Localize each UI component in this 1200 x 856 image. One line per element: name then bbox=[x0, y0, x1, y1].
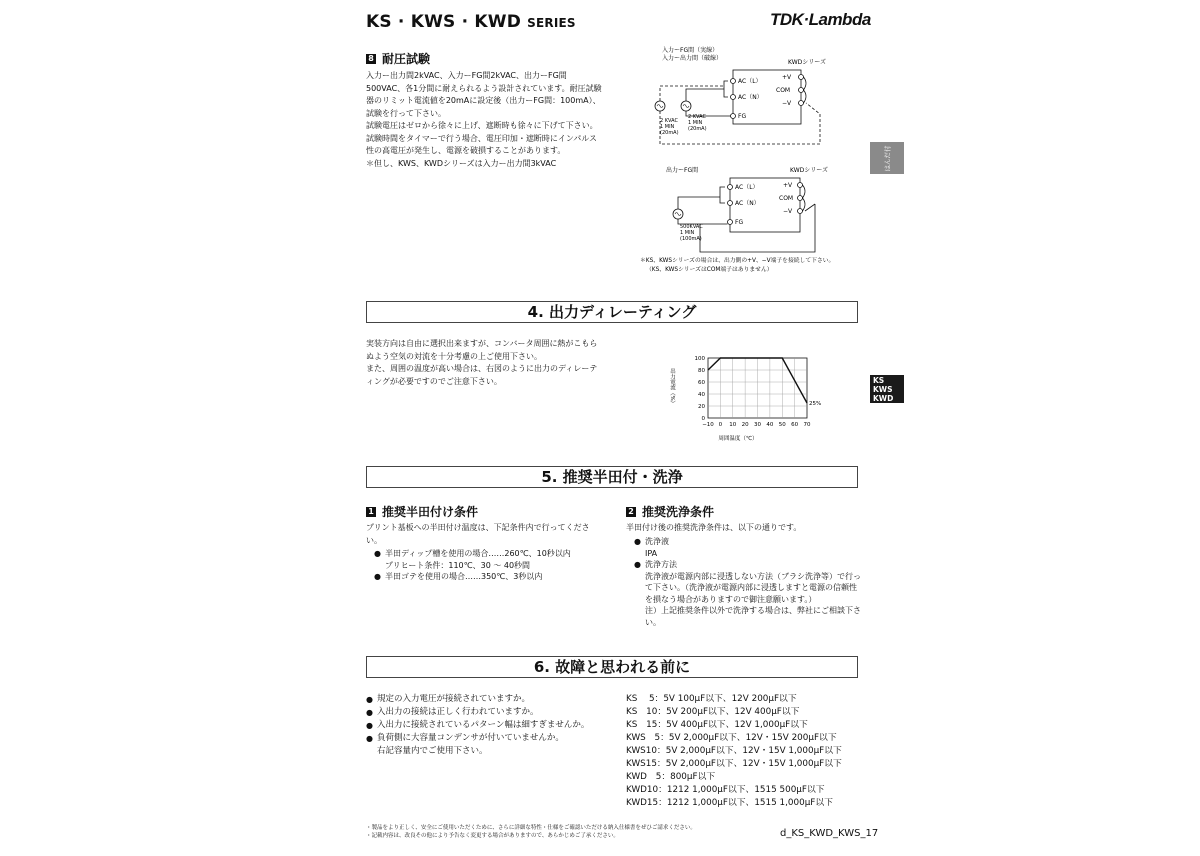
cleaning-item-method: ● 洗浄方法 bbox=[634, 559, 862, 571]
cap-kwd10: KWD10：1212 1,000μF以下、1515 500μF以下 bbox=[626, 785, 825, 795]
section4-bar: 4. 出力ディレーティング bbox=[366, 301, 858, 323]
page-code: d_KS_KWD_KWS_17 bbox=[780, 828, 879, 839]
diag2-label: 出力ーFG間 bbox=[666, 167, 699, 174]
diag1-acl: AC（L） bbox=[738, 78, 762, 85]
diag1-label-dashed: 入力ー出力間（破線） bbox=[662, 55, 723, 62]
withstand-title: 耐圧試験 bbox=[382, 52, 431, 66]
diag1-terminal-plusv bbox=[799, 75, 804, 80]
diag1-src2-b: 1 MIN bbox=[688, 120, 703, 126]
troubleshoot-item-pattern: ● 入出力に接続されているパターン幅は細すぎませんか。 bbox=[366, 719, 616, 732]
diag2-terminal-com bbox=[798, 196, 803, 201]
diag1-terminal-minusv bbox=[799, 101, 804, 106]
chart-ytick-label: 0 bbox=[701, 416, 705, 422]
diag1-series: KWDシリーズ bbox=[788, 59, 826, 66]
chart-ytick-label: 20 bbox=[698, 404, 705, 410]
diag2-acl: AC（L） bbox=[735, 184, 759, 191]
cap-ks5: KS 5：5V 100μF以下、12V 200μF以下 bbox=[626, 694, 797, 704]
diag2-series: KWDシリーズ bbox=[790, 167, 828, 174]
chart-xtick-label: 0 bbox=[718, 422, 723, 428]
side-tab-soldering-label: はんだ付 bbox=[883, 145, 892, 171]
cleaning-item-fluid: ● 洗浄液 bbox=[634, 536, 862, 548]
cleaning-list bbox=[634, 536, 862, 628]
section4-p2: また、周囲の温度が高い場合は、右図のように出力のディレーティングが必要ですのでご注意下さい。 bbox=[366, 364, 598, 386]
cleaning-intro: 半田付け後の推奨洗浄条件は、以下の通りです。 bbox=[626, 523, 802, 532]
cap-kwd5: KWD 5：800μF以下 bbox=[626, 772, 716, 782]
cap-ks15: KS 15：5V 400μF以下、12V 1,000μF以下 bbox=[626, 720, 808, 730]
soldering-item-dip: ● 半田ディップ槽を使用の場合……260℃、10秒以内 bbox=[374, 548, 604, 560]
chart-xtick-label: 20 bbox=[741, 422, 749, 428]
side-tab-soldering[interactable] bbox=[870, 142, 904, 174]
cleaning-item-ipa: IPA bbox=[645, 548, 658, 558]
withstand-number: 8 bbox=[366, 54, 376, 64]
cleaning-heading bbox=[626, 503, 714, 520]
chart-xticks bbox=[702, 422, 811, 428]
troubleshoot-item-capacity-note: 右記容量内でご使用下さい。 bbox=[377, 746, 488, 756]
withstand-text bbox=[366, 70, 604, 170]
chart-yticks bbox=[695, 356, 706, 422]
chart-ytick-label: 40 bbox=[698, 392, 705, 398]
troubleshoot-item-connection: ● 入出力の接続は正しく行われていますか。 bbox=[366, 706, 616, 719]
diag2-fg: FG bbox=[735, 219, 744, 226]
side-tab-series[interactable] bbox=[870, 375, 904, 403]
chart-ylabel: 出力電流（%） bbox=[669, 368, 675, 407]
chart-xtick-label: 50 bbox=[778, 422, 786, 428]
diag2-minusv: −V bbox=[783, 208, 793, 215]
chart-annotation-25pct: 25% bbox=[809, 401, 822, 407]
cap-ks10: KS 10：5V 200μF以下、12V 400μF以下 bbox=[626, 707, 800, 717]
footer-note1: ・製品をより正しく、安全にご使用いただくために、さらに詳細な特性・仕様をご確認いただける納入仕様書をぜひご請求ください。 bbox=[366, 825, 696, 831]
diag1-fg: FG bbox=[738, 113, 747, 120]
chart-xtick-label: 40 bbox=[766, 422, 774, 428]
chart-ytick-label: 80 bbox=[698, 368, 705, 374]
diag1-acn: AC（N） bbox=[738, 94, 763, 101]
chart-xtick-label: −10 bbox=[702, 422, 714, 428]
footer-note2: ・記載内容は、改良その他により予告なく変更する場合がありますので、あらかじめご了承ください。 bbox=[366, 833, 619, 839]
diag2-plusv: +V bbox=[783, 182, 793, 189]
chart-ytick-label: 60 bbox=[698, 380, 705, 386]
cap-kws15: KWS15：5V 2,000μF以下、12V・15V 1,000μF以下 bbox=[626, 759, 842, 769]
diag2-terminal-plusv bbox=[798, 183, 803, 188]
chart-xtick-label: 30 bbox=[754, 422, 761, 428]
diag2-note1: ＊KS、KWSシリーズの場合は、出力側の+V、−V端子を接続して下さい。 bbox=[640, 258, 835, 264]
diag2-src-b: 1 MIN bbox=[680, 230, 695, 236]
derating-chart bbox=[660, 340, 830, 448]
series-main: KS · KWS · KWD bbox=[366, 12, 522, 32]
diag2-src-a: 500KVAC bbox=[680, 224, 703, 230]
withstand-diagram-output bbox=[640, 162, 860, 274]
chart-ytick-label: 100 bbox=[694, 356, 705, 362]
cleaning-number: 2 bbox=[626, 507, 636, 517]
section4-text bbox=[366, 338, 604, 388]
side-tab-ks: KS bbox=[873, 376, 885, 385]
capacitance-list bbox=[626, 693, 866, 810]
diag1-label-solid: 入力ーFG間（実線） bbox=[662, 47, 719, 54]
diag2-terminal-acn bbox=[728, 201, 733, 206]
withstand-p2: 試験電圧はゼロから徐々に上げ、遮断時も徐々に下げて下さい。試験時間をタイマーで行う場合、電圧印加・遮断時にインパルス性の高電圧が発生し、電源を破損することがあります。 bbox=[366, 121, 598, 155]
cap-kws10: KWS10：5V 2,000μF以下、12V・15V 1,000μF以下 bbox=[626, 746, 842, 756]
troubleshoot-item-input-voltage: ● 規定の入力電圧が接続されていますか。 bbox=[366, 693, 616, 706]
withstand-p3: ＊但し、KWS、KWDシリーズは入力ー出力間3kVAC bbox=[366, 158, 557, 168]
soldering-item-iron: ● 半田ゴテを使用の場合……350℃、3秒以内 bbox=[374, 571, 604, 583]
section5-bar: 5. 推奨半田付・洗浄 bbox=[366, 466, 858, 488]
diag1-src2-c: (20mA) bbox=[688, 126, 707, 132]
cleaning-item-note: 注）上記推奨条件以外で洗浄する場合は、弊社にご相談下さい。 bbox=[645, 606, 861, 627]
section6-bar: 6. 故障と思われる前に bbox=[366, 656, 858, 678]
soldering-heading bbox=[366, 503, 478, 520]
diag2-com: COM bbox=[779, 195, 794, 202]
chart-xtick-label: 10 bbox=[729, 422, 737, 428]
diag1-plusv: +V bbox=[782, 74, 792, 81]
side-tab-kwd: KWD bbox=[873, 394, 894, 403]
chart-xtick-label: 60 bbox=[791, 422, 799, 428]
diag1-src1-b: 1 MIN bbox=[660, 124, 675, 130]
chart-grid bbox=[708, 358, 807, 418]
cap-kws5: KWS 5：5V 2,000μF以下、12V・15V 200μF以下 bbox=[626, 733, 837, 743]
diag1-src1-a: 2 KVAC bbox=[660, 118, 678, 124]
soldering-title: 推奨半田付け条件 bbox=[382, 505, 479, 519]
diag2-acn: AC（N） bbox=[735, 200, 760, 207]
diag2-terminal-minusv bbox=[798, 209, 803, 214]
cleaning-title: 推奨洗浄条件 bbox=[642, 505, 715, 519]
withstand-diagram-input bbox=[640, 44, 860, 154]
diag1-com: COM bbox=[776, 87, 791, 94]
diag1-terminal-com bbox=[799, 88, 804, 93]
diag2-note2: （KS、KWSシリーズはCOM端子はありません） bbox=[646, 267, 773, 273]
section4-p1: 実装方向は自由に選択出来ますが、コンバータ周囲に熱がこもらぬよう空気の対流を十分考慮の上ご使用下さい。 bbox=[366, 339, 598, 361]
diag1-terminal-acn bbox=[731, 95, 736, 100]
series-suffix: SERIES bbox=[527, 16, 576, 30]
tdk-lambda-logo: TDK·Lambda bbox=[770, 10, 871, 29]
soldering-item-preheat: プリヒート条件：110℃、30 ～ 40秒間 bbox=[385, 560, 531, 570]
diag1-minusv: −V bbox=[782, 100, 792, 107]
soldering-list bbox=[374, 548, 604, 583]
diag1-src1-c: (20mA) bbox=[660, 130, 679, 136]
diag2-terminal-acl bbox=[728, 185, 733, 190]
chart-xtick-label: 70 bbox=[803, 422, 811, 428]
withstand-heading bbox=[366, 50, 430, 67]
cleaning-item-method-detail: 洗浄液が電源内部に浸透しない方法（ブラシ洗浄等）で行って下さい。（洗浄液が電源内部に浸透しますと電源の信頼性を損なう場合がありますので御注意願います。） bbox=[645, 571, 861, 604]
chart-xlabel: 周囲温度（℃） bbox=[718, 436, 758, 442]
diag2-src-c: (100mA) bbox=[680, 236, 702, 242]
soldering-number: 1 bbox=[366, 507, 376, 517]
side-tab-kws: KWS bbox=[873, 385, 893, 394]
diag1-src2-a: 2 KVAC bbox=[688, 114, 706, 120]
cap-kwd15: KWD15：1212 1,000μF以下、1515 1,000μF以下 bbox=[626, 798, 833, 808]
withstand-p1: 入力ー出力間2kVAC、入力ーFG間2kVAC、出力ーFG間500VAC、各1分間に耐えられるよう設計されています。耐圧試験器のリミット電流値を20mAに設定後（出力ーFG間：100mA）、試験を行って下さい。 bbox=[366, 71, 602, 118]
series-title bbox=[366, 12, 576, 32]
diag2-terminal-fg bbox=[728, 220, 733, 225]
footer-notes bbox=[366, 824, 766, 840]
troubleshoot-item-capacitor: ● 負荷側に大容量コンデンサが付いていませんか。 bbox=[366, 732, 616, 745]
soldering-intro: プリント基板への半田付け温度は、下記条件内で行ってください。 bbox=[366, 523, 590, 545]
diag1-terminal-acl bbox=[731, 79, 736, 84]
diag1-terminal-fg bbox=[731, 114, 736, 119]
troubleshoot-list bbox=[366, 693, 616, 758]
